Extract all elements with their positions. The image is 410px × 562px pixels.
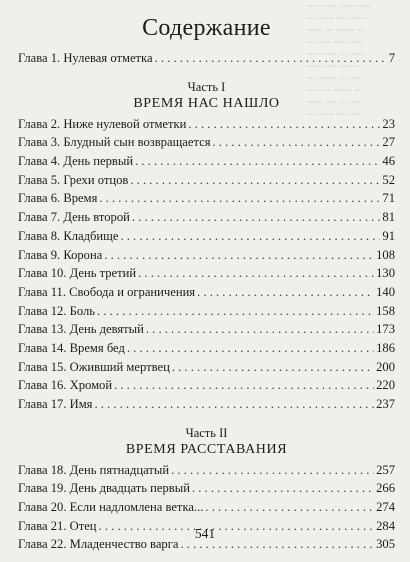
toc-entry-page: 140: [376, 284, 395, 299]
toc-entry-label: Глава 21. Отец: [18, 518, 97, 533]
dot-leader: [127, 341, 374, 356]
dot-leader: [205, 500, 374, 515]
dot-leader: [132, 210, 381, 225]
toc-entry: [18, 397, 395, 416]
toc-entry: [18, 173, 395, 192]
dot-leader: [213, 135, 381, 150]
dot-leader: [135, 154, 380, 169]
toc-entry: [18, 481, 395, 500]
part-heading: [18, 425, 395, 459]
toc-entry-page: 237: [376, 397, 395, 411]
dot-leader: [146, 322, 374, 337]
dot-leader: [197, 285, 374, 300]
toc-entry-chapter-1: [18, 51, 395, 70]
page-number: 541: [194, 526, 216, 541]
toc-entry-page: 220: [376, 378, 395, 393]
toc-entry-page: 52: [382, 172, 395, 187]
toc-entry-label: Глава 14. Время бед: [18, 340, 125, 355]
toc-entry-label: Глава 5. Грехи отцов: [18, 172, 129, 187]
toc-entry-page: 27: [382, 135, 395, 150]
toc-entry-page: 284: [376, 518, 395, 533]
part-title: ВРЕМЯ РАССТАВАНИЯ: [125, 441, 288, 457]
toc-entry-page: 274: [376, 500, 395, 515]
toc-entry-label: Глава 20. Если надломлена ветка...: [18, 500, 204, 515]
toc-entry-page: 130: [376, 266, 395, 281]
toc-entry: [18, 341, 395, 360]
dot-leader: [130, 173, 380, 188]
toc-entry-page: 108: [376, 247, 395, 262]
toc-entry-label: Глава 4. День первый: [18, 154, 134, 169]
toc-entry-label: Глава 19. День двадцать первый: [18, 481, 190, 496]
toc-entry-page: 158: [376, 303, 395, 318]
toc-entry-page: 46: [382, 154, 395, 169]
toc-entry-page: 81: [382, 210, 395, 225]
toc-entry: [18, 304, 395, 323]
toc-entry-page: 305: [376, 537, 395, 552]
part-title: ВРЕМЯ НАС НАШЛО: [133, 95, 280, 111]
dot-leader: [94, 397, 374, 412]
bleed-through-text: ▪▪▪▪ ▪▪▪▪▪ ▪▪▪▪▪▪ ▪▪▪ ▪▪▪ ▪▪▪▪▪ ▪▪▪▪ ▪▪▪▪▪ ▪▪▪▪▪ ▪▪▪ ▪▪▪▪▪▪ ▪▪ ▪▪▪ ▪▪▪▪ ▪▪▪▪▪ ▪▪▪▪ ▪▪▪▪ ▪▪▪▪▪ ▪▪▪ ▪▪▪▪ ▪▪▪▪▪ ▪▪▪▪ ▪▪▪▪▪▪ ▪▪▪ ▪▪▪▪▪▪ ▪▪▪ ▪▪▪ ▪▪▪▪ ▪▪▪ ▪▪▪▪▪▪ ▪▪ ▪▪▪▪▪ ▪▪▪▪ ▪▪▪ ▪▪▪ ▪▪▪ ▪▪▪▪▪ ▪▪▪▪ ▪▪▪: [306, 1, 371, 119]
toc-entry-label: Глава 1. Нулевая отметка: [18, 51, 153, 65]
toc-entry-page: 7: [388, 51, 395, 65]
dot-leader: [97, 304, 374, 319]
toc-entry: [18, 191, 395, 210]
toc-entry: [18, 229, 395, 248]
toc-entry-label: Глава 18. День пятнадцатый: [18, 462, 170, 477]
toc-entry: [18, 378, 395, 397]
part-label: Часть II: [185, 425, 228, 440]
toc-entry-label: Глава 2. Ниже нулевой отметки: [18, 116, 187, 131]
dot-leader: [120, 229, 380, 244]
toc-entry-label: Глава 6. Время: [18, 191, 98, 206]
toc-entry: [18, 210, 395, 229]
toc-entry-page: 266: [376, 481, 395, 496]
part-label: Часть I: [187, 79, 226, 94]
book-page: [18, 0, 395, 556]
dot-leader: [171, 463, 374, 478]
toc-entry-page: 91: [382, 228, 395, 243]
toc-entry-label: Глава 10. День третий: [18, 266, 137, 281]
dot-leader: [188, 117, 380, 132]
toc-entry: [18, 322, 395, 341]
dot-leader: [104, 248, 374, 263]
toc-entry-label: Глава 16. Хромой: [18, 378, 113, 393]
dot-leader: [172, 360, 374, 375]
dot-leader: [138, 266, 374, 281]
toc-entry-label: Глава 13. День девятый: [18, 322, 144, 337]
dot-leader: [114, 378, 374, 393]
toc-entry: [18, 248, 395, 267]
toc-entry-label: Глава 8. Кладбище: [18, 228, 119, 243]
toc-entry-label: Глава 3. Блудный сын возвращается: [18, 135, 211, 150]
dot-leader: [192, 481, 374, 496]
toc-entry: [18, 360, 395, 379]
toc-entry-page: 200: [376, 359, 395, 374]
page-title: Содержание: [142, 15, 271, 41]
toc-entry-label: Глава 9. Корона: [18, 247, 103, 262]
toc-entry: [18, 135, 395, 154]
toc-entry: [18, 154, 395, 173]
toc-entry-label: Глава 12. Боль: [18, 303, 96, 318]
toc-entry: [18, 463, 395, 482]
toc-entry-label: Глава 7. День второй: [18, 210, 130, 225]
dot-leader: [99, 191, 380, 206]
toc-entry: [18, 117, 395, 136]
dot-leader: [155, 51, 387, 66]
toc-entry: [18, 266, 395, 285]
toc-entry-label: Глава 22. Младенчество варга: [18, 537, 179, 552]
toc-parts: [18, 79, 395, 556]
toc-entry-page: 257: [376, 462, 395, 477]
toc-entry-page: 71: [382, 191, 395, 206]
part-heading: [18, 79, 395, 113]
toc-entry-page: 23: [382, 116, 395, 131]
toc-entry-page: 173: [376, 322, 395, 337]
toc-entry-label: Глава 17. Имя: [18, 397, 93, 411]
toc-entry: [18, 285, 395, 304]
toc-entry-page: 186: [376, 340, 395, 355]
toc-entry: [18, 500, 395, 519]
toc-entry-label: Глава 11. Свобода и ограничения: [18, 284, 196, 299]
toc-entry-label: Глава 15. Оживший мертвец: [18, 359, 170, 374]
